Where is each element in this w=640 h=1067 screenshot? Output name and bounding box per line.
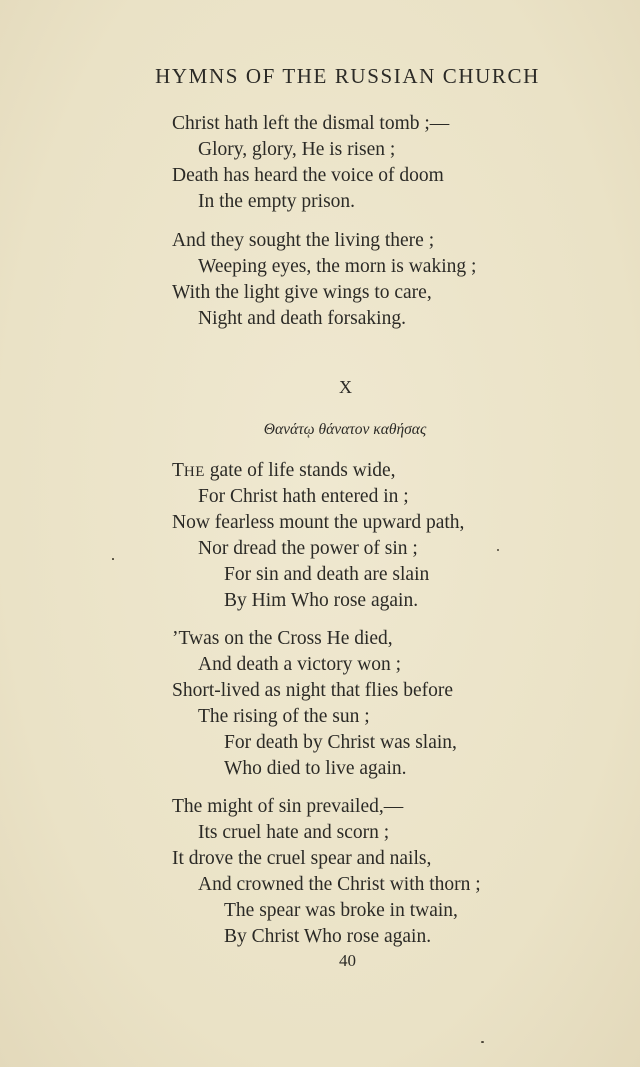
verse-line: And crowned the Christ with thorn ;: [198, 874, 481, 895]
verse-line: For sin and death are slain: [224, 564, 430, 585]
verse-line: ’Twas on the Cross He died,: [172, 628, 393, 649]
verse-line-text: gate of life stands wide,: [204, 460, 396, 481]
hymn-numeral: X: [339, 377, 353, 397]
verse-line: And death a victory won ;: [198, 654, 402, 675]
verse-line: Its cruel hate and scorn ;: [198, 822, 390, 843]
paper-speck: [481, 1041, 484, 1043]
verse-line: Glory, glory, He is risen ;: [198, 139, 396, 160]
verse-line: And they sought the living there ;: [172, 230, 435, 251]
stanza: [172, 626, 457, 782]
verse-line: By Christ Who rose again.: [224, 926, 432, 947]
verse-line: The spear was broke in twain,: [224, 900, 458, 921]
verse-line: With the light give wings to care,: [172, 282, 432, 303]
verse-line: Night and death forsaking.: [198, 308, 406, 329]
verse-line: By Him Who rose again.: [224, 590, 419, 611]
verse-line-opening: [172, 458, 464, 484]
verse-line: Short-lived as night that flies before: [172, 680, 454, 701]
stanza: [172, 794, 481, 950]
verse-line: It drove the cruel spear and nails,: [172, 848, 432, 869]
verse-line: Who died to live again.: [224, 758, 407, 779]
stanza: [172, 111, 449, 215]
running-head: HYMNS OF THE RUSSIAN CHURCH: [155, 64, 540, 88]
verse-line: For Christ hath entered in ;: [198, 486, 409, 507]
verse-line: Nor dread the power of sin ;: [198, 538, 418, 559]
verse-line: Christ hath left the dismal tomb ;—: [172, 113, 450, 134]
paper-speck: [112, 558, 114, 560]
verse-line: In the empty prison.: [198, 191, 356, 212]
stanza: [172, 228, 476, 332]
drop-initial: T: [172, 460, 184, 481]
paper-speck: [497, 549, 499, 551]
verse-line: Now fearless mount the upward path,: [172, 512, 465, 533]
verse-line: Weeping eyes, the morn is waking ;: [198, 256, 477, 277]
verse-line: The rising of the sun ;: [198, 706, 370, 727]
page-number: 40: [339, 951, 356, 970]
greek-epigraph: Θανάτῳ θάνατον καθήσας: [263, 421, 427, 438]
verse-line: Death has heard the voice of doom: [172, 165, 444, 186]
verse-line: For death by Christ was slain,: [224, 732, 457, 753]
verse-line: The might of sin prevailed,—: [172, 796, 404, 817]
stanza: [172, 458, 464, 614]
small-caps-word: HE: [183, 464, 205, 480]
